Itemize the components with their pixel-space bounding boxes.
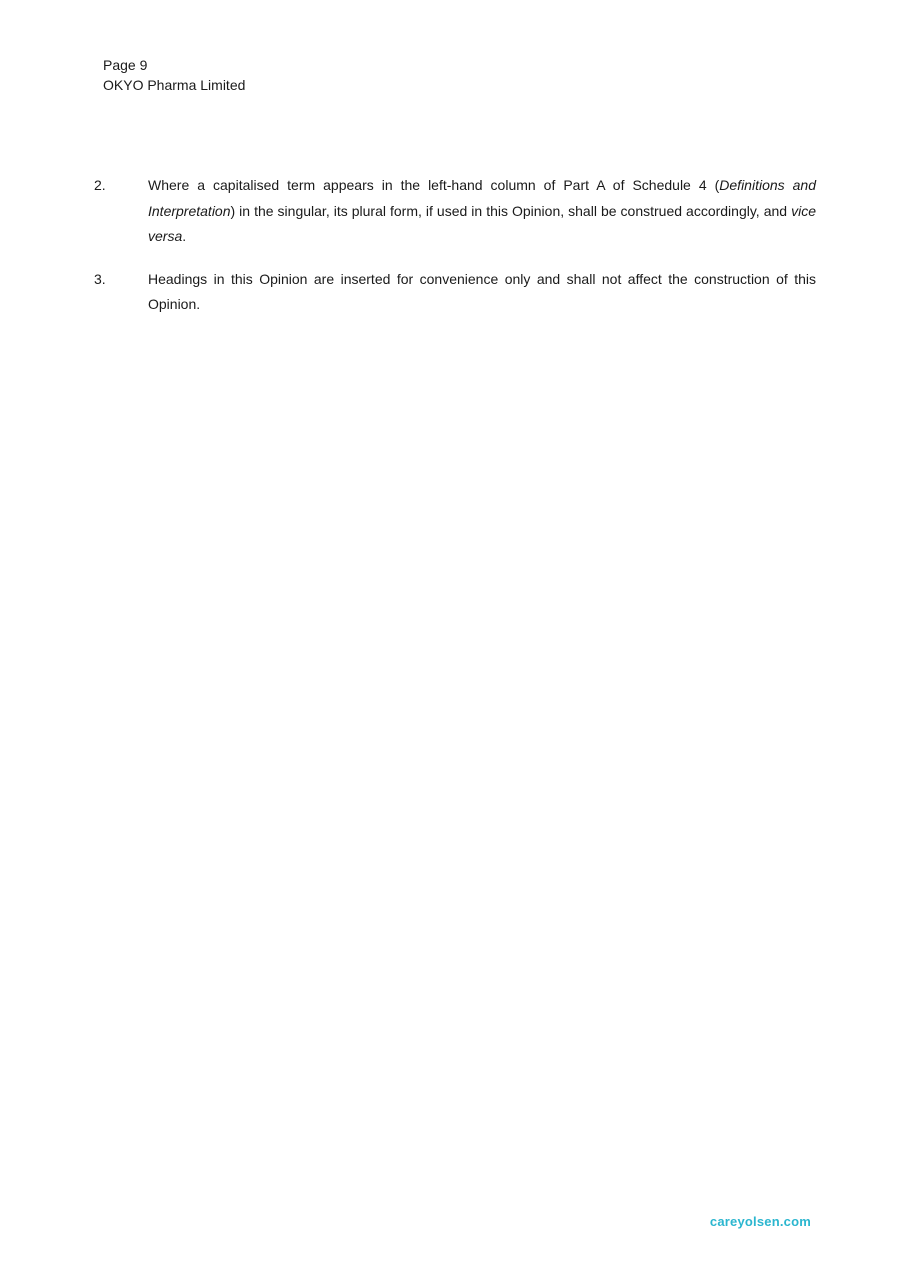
- clause-number: 3.: [94, 270, 106, 287]
- clause-text-segment: ) in the singular, its plural form, if used in this Opinion, shall be construed accordingly, and: [230, 202, 792, 219]
- page-header: [103, 55, 245, 95]
- clause-3: [94, 267, 816, 318]
- clause-list: [94, 173, 816, 335]
- clause-text: Headings in this Opinion are inserted for convenience only and shall not affect the construction of this Opinion.: [148, 270, 816, 312]
- clause-number: 2.: [94, 177, 106, 193]
- clause-2: [94, 173, 816, 250]
- company-name: OKYO Pharma Limited: [103, 77, 246, 93]
- clause-text: [148, 173, 816, 250]
- clause-text-italic: Definitions and Interpretation: [148, 177, 816, 219]
- page-number: Page 9: [103, 57, 148, 73]
- footer-brand-link[interactable]: careyolsen.com: [709, 1214, 811, 1229]
- clause-text-segment: .: [182, 228, 187, 244]
- clause-text-segment: Where a capitalised term appears in the left-hand column of Part A of Schedule 4 (: [148, 177, 720, 193]
- clause-text-italic: vice versa: [148, 202, 816, 244]
